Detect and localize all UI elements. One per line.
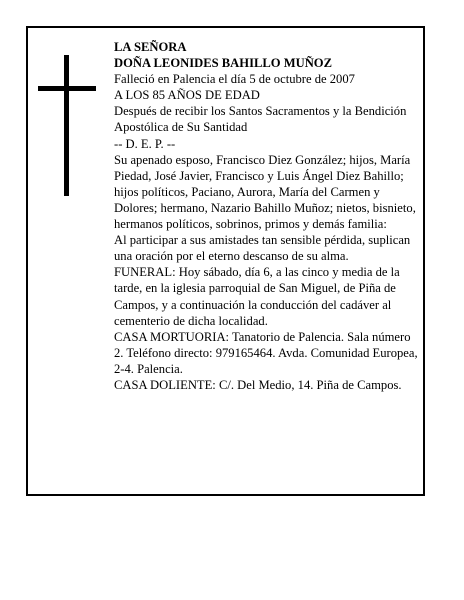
notice-title: LA SEÑORA	[114, 40, 187, 54]
age-info: A LOS 85 AÑOS DE EDAD	[114, 88, 260, 103]
obituary-text	[114, 39, 419, 393]
sacraments-info: Después de recibir los Santos Sacramentos y la Bendición Apostólica de Su Santidad	[114, 104, 407, 135]
funeral-info: FUNERAL: Hoy sábado, día 6, a las cinco y media de la tarde, en la iglesia parroquial de San Miguel, de Piña de Campos, y a continuación la conducción del cadáver al cementerio de dicha localidad.	[114, 265, 400, 328]
deceased-name: DOÑA LEONIDES BAHILLO MUÑOZ	[114, 56, 332, 71]
cross-icon-bar	[38, 86, 96, 91]
home-info: CASA DOLIENTE: C/. Del Medio, 14. Piña de Campos.	[114, 377, 402, 392]
cross-icon	[64, 55, 69, 196]
mortuary-info: CASA MORTUORIA: Tanatorio de Palencia. Sala número 2. Teléfono directo: 979165464. Avda. Comunidad Europea, 2-4. Palencia.	[114, 329, 418, 376]
family-list: Su apenado esposo, Francisco Diez González; hijos, María Piedad, José Javier, Francisco y Luis Ángel Diez Bahillo; hijos políticos, Paciano, Aurora, María del Carmen y Dolores; hermano, Nazario Bahillo Muñoz; nietos, bisnieto, hermanos políticos, sobrinos, primos y demás familia:	[114, 152, 416, 232]
rip-line: -- D. E. P. --	[114, 136, 176, 151]
prayer-request: Al participar a sus amistades tan sensible pérdida, suplican una oración por el eterno descanso de su alma.	[114, 233, 411, 264]
death-info: Falleció en Palencia el día 5 de octubre de 2007	[114, 72, 355, 87]
